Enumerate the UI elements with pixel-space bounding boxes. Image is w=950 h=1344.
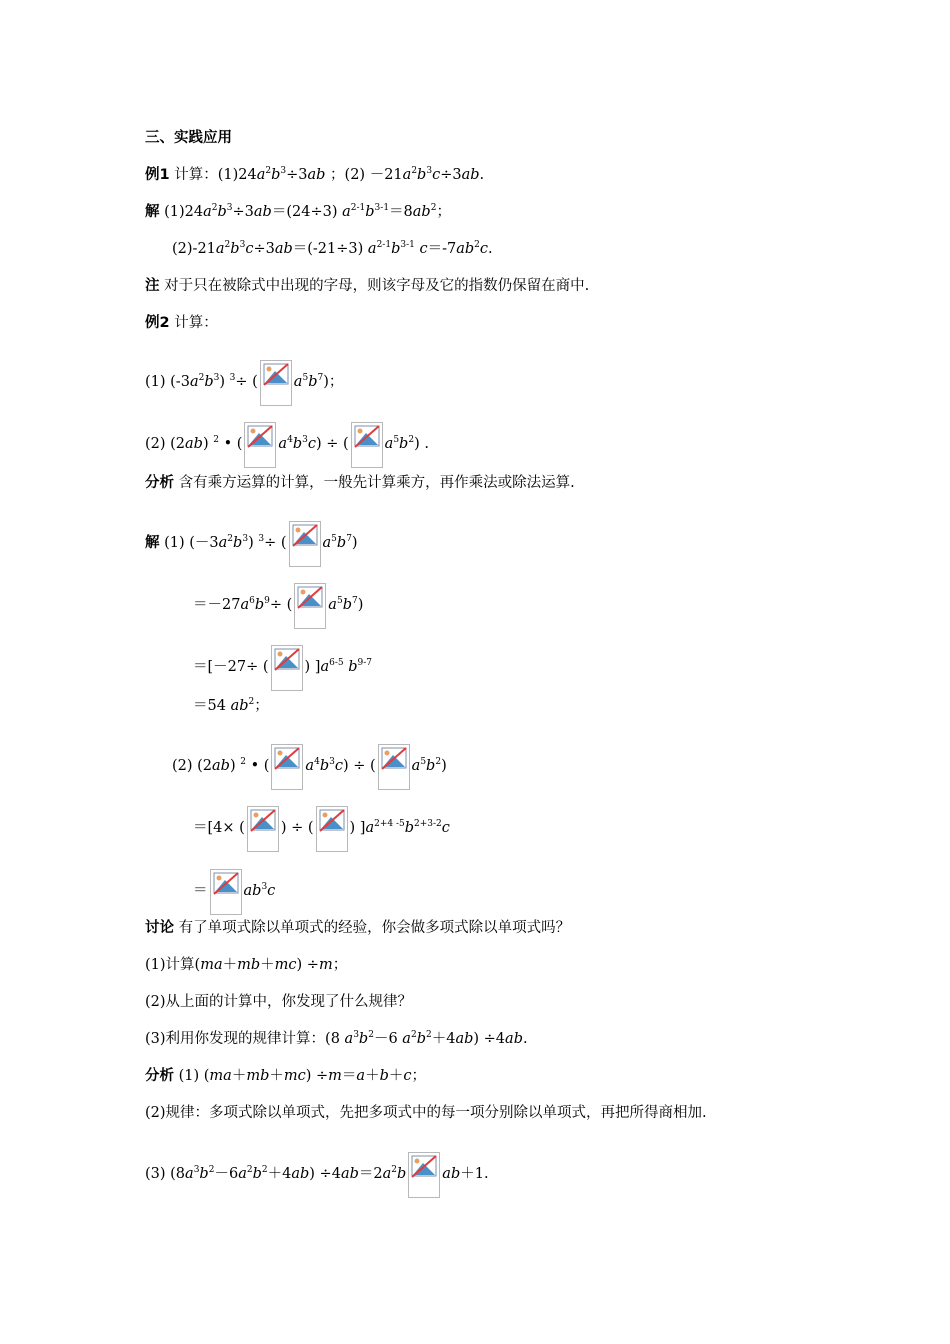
section-title: 三、实践应用	[145, 130, 232, 146]
text: ；	[436, 204, 451, 220]
text: ) ÷ (	[342, 758, 376, 774]
solution-2-line-7	[193, 869, 275, 915]
var: ab	[274, 241, 293, 257]
note	[145, 276, 589, 296]
text: ＋	[231, 1068, 247, 1084]
var: ab	[442, 1166, 461, 1182]
example-2	[145, 313, 218, 333]
exp: 3	[258, 534, 265, 544]
text: ＝-7	[427, 241, 457, 257]
var: mc	[283, 1068, 306, 1084]
var: c	[441, 820, 450, 836]
text: ＝54	[193, 698, 231, 714]
var: ab	[291, 1166, 310, 1182]
var: a	[189, 374, 199, 390]
exp: 7	[351, 596, 358, 606]
var: ab	[185, 436, 203, 452]
var: b	[271, 167, 281, 183]
var: mc	[274, 957, 297, 973]
exp: 2	[410, 1030, 417, 1040]
text: ＝(24÷3)	[271, 204, 343, 220]
var: b	[230, 241, 240, 257]
text: )	[229, 758, 241, 774]
text: ＝[4× (	[193, 820, 245, 836]
discussion-q1	[145, 955, 347, 975]
var: a	[278, 436, 288, 452]
exp: 7	[317, 373, 324, 383]
exp: 5	[420, 757, 427, 767]
exp: 2-1	[376, 240, 392, 250]
solution-1-line-1	[145, 202, 451, 222]
text: )	[357, 597, 364, 613]
text: ＝8	[389, 204, 413, 220]
var: ab	[412, 204, 431, 220]
broken-image-icon	[260, 360, 292, 406]
text: ) ]	[304, 659, 321, 675]
exp: 3	[329, 757, 335, 767]
text: (1) (-3	[145, 374, 190, 390]
exp: 2	[248, 697, 255, 707]
analysis-2-line-2: (2)规律：多项式除以单项式，先把多项式中的每一项分别除以单项式，再把所得商相加.	[145, 1105, 707, 1121]
text: ÷3	[253, 241, 275, 257]
example-1-label: 例1	[145, 167, 170, 183]
broken-image-icon	[351, 422, 383, 468]
exp: 2	[227, 534, 234, 544]
var: b	[252, 1166, 262, 1182]
text: ＝(-21÷3)	[292, 241, 368, 257]
broken-image-icon	[210, 869, 242, 915]
text: ) ÷	[296, 957, 319, 973]
exp: 2	[430, 203, 437, 213]
var: b	[199, 1166, 209, 1182]
text: (1) (－3	[159, 535, 219, 551]
exp: 2	[435, 757, 442, 767]
var: ab	[505, 1031, 523, 1047]
example-2-q1	[145, 360, 343, 406]
var: a	[256, 167, 266, 183]
broken-image-icon	[289, 521, 321, 567]
var: a	[305, 758, 315, 774]
text: .	[488, 241, 493, 257]
solution-2-line-3	[193, 645, 372, 691]
var: c	[267, 883, 276, 899]
solution-label: 解	[145, 535, 160, 551]
var: b	[416, 1031, 426, 1047]
exp: 2+4 -5	[374, 819, 405, 829]
exp: 5	[331, 534, 337, 544]
text: ＝	[341, 1068, 357, 1084]
var: mb	[246, 1068, 270, 1084]
var: b	[397, 1166, 407, 1182]
text: ＋4	[267, 1166, 292, 1182]
exp: 2-1	[350, 203, 366, 213]
var: b	[319, 758, 330, 774]
var: m	[328, 1068, 342, 1084]
var: a	[238, 1166, 247, 1182]
broken-image-icon	[378, 744, 410, 790]
var: a	[240, 597, 250, 613]
var: mb	[237, 957, 261, 973]
var: b	[404, 820, 415, 836]
var: b	[254, 597, 265, 613]
var: ab	[230, 698, 249, 714]
text: (1) (	[174, 1068, 210, 1084]
exp: 3	[353, 1030, 359, 1040]
text: ) .	[414, 436, 429, 452]
exp: 2	[261, 1165, 268, 1175]
var: ab	[253, 204, 272, 220]
var: b	[233, 535, 243, 551]
analysis-label: 分析	[145, 1068, 174, 1084]
text: (2) (2	[145, 436, 186, 452]
exp: 2	[208, 1165, 215, 1175]
exp: 6	[249, 596, 255, 606]
text: )	[441, 758, 447, 774]
exp: 2	[425, 1030, 432, 1040]
text: )	[202, 436, 214, 452]
var: a	[356, 1068, 366, 1084]
text: －6	[214, 1166, 239, 1182]
var: ab	[307, 167, 326, 183]
broken-image-icon	[271, 744, 303, 790]
exp: 2	[368, 1030, 374, 1040]
text: ＋	[269, 1068, 284, 1084]
exp: 3	[261, 882, 268, 892]
var: a	[402, 167, 412, 183]
broken-image-icon	[408, 1152, 440, 1198]
exp: 3	[426, 166, 433, 176]
analysis-label: 分析	[145, 475, 174, 491]
exp: 6-5	[329, 658, 344, 668]
text: ÷3	[232, 204, 254, 220]
text: ＋	[388, 1068, 404, 1084]
text: )	[248, 535, 259, 551]
var: b	[358, 1031, 369, 1047]
analysis-text: 含有乘方运算的计算，一般先计算乘方，再作乘法或除法运算.	[174, 475, 575, 491]
text: ÷ (	[264, 535, 287, 551]
exp: 5	[302, 373, 309, 383]
discussion-label: 讨论	[145, 920, 174, 936]
text: • (	[218, 436, 243, 452]
exp: 9-7	[357, 658, 373, 668]
var: ab	[212, 758, 230, 774]
exp: 2	[408, 435, 415, 445]
var: b	[426, 758, 436, 774]
exp: 2	[474, 240, 480, 250]
exp: 5	[393, 435, 400, 445]
text: )	[219, 374, 230, 390]
var: ab	[340, 1166, 359, 1182]
var: c	[414, 241, 428, 257]
solution-2-line-1	[145, 521, 358, 567]
var: a	[293, 374, 303, 390]
var: a	[203, 204, 212, 220]
var: c	[432, 167, 441, 183]
var: a	[344, 1031, 354, 1047]
var: a	[382, 1166, 392, 1182]
text: ；(2) －21	[325, 167, 403, 183]
exp: 2	[411, 166, 418, 176]
text: .	[479, 167, 485, 183]
exp: 3-1	[374, 203, 390, 213]
text: (1)计算(	[145, 957, 201, 973]
exp: 3	[213, 373, 220, 383]
text: ÷ (	[269, 597, 293, 613]
text: (3)利用你发现的规律计算：(8	[145, 1031, 345, 1047]
text: ) ÷	[305, 1068, 329, 1084]
exp: 3	[193, 1165, 200, 1175]
exp: 3	[239, 240, 246, 250]
text: ＋4	[431, 1031, 456, 1047]
note-text: 对于只在被除式中出现的字母，则该字母及它的指数仍保留在商中.	[159, 278, 590, 294]
analysis-1	[145, 473, 575, 493]
var: c	[307, 436, 316, 452]
text: ；	[254, 698, 269, 714]
text: • (	[245, 758, 270, 774]
var: a	[320, 659, 330, 675]
text: ÷3	[440, 167, 462, 183]
exp: 3	[242, 534, 249, 544]
text: )；	[323, 374, 344, 390]
var: b	[204, 374, 214, 390]
text: ＝－27	[193, 597, 241, 613]
exp: 2+3-2	[414, 819, 442, 829]
var: b	[417, 167, 427, 183]
text: ) ÷ (	[280, 820, 314, 836]
text: (2)-21	[172, 241, 216, 257]
analysis-2-line-1	[145, 1066, 426, 1086]
exp: 2	[224, 240, 231, 250]
var: c	[403, 1068, 412, 1084]
var: b	[342, 597, 352, 613]
var: ab	[456, 241, 475, 257]
discussion-q2: (2)从上面的计算中，你发现了什么规律？	[145, 994, 413, 1010]
exp: 5	[336, 596, 343, 606]
text: ) ÷ (	[315, 436, 349, 452]
text: ；	[411, 1068, 426, 1084]
var: a	[328, 597, 337, 613]
solution-2-line-4	[193, 696, 269, 716]
discussion-text: 有了单项式除以单项式的经验，你会做多项式除以单项式吗？	[174, 920, 571, 936]
var: b	[399, 436, 409, 452]
var: a	[402, 1031, 411, 1047]
solution-label: 解	[145, 204, 160, 220]
solution-1-line-2	[172, 239, 493, 259]
exp: 3	[280, 166, 287, 176]
text: ＋	[260, 957, 275, 973]
var: b	[217, 204, 227, 220]
var: b	[391, 241, 401, 257]
exp: 3	[226, 203, 233, 213]
var: a	[365, 820, 375, 836]
text: 计算：(1)24	[169, 167, 257, 183]
broken-image-icon	[244, 422, 276, 468]
var: a	[322, 535, 332, 551]
text: ＋1.	[460, 1166, 489, 1182]
example-2-label: 例2	[145, 315, 170, 331]
text: )	[351, 535, 358, 551]
var: ab	[243, 883, 262, 899]
exp: 4	[287, 435, 293, 445]
var: a	[218, 535, 228, 551]
broken-image-icon	[247, 806, 279, 852]
text: ；	[332, 957, 348, 973]
exp: 3	[229, 373, 236, 383]
solution-2-line-2	[193, 583, 363, 629]
discussion-q3	[145, 1029, 528, 1049]
text: ＝	[193, 883, 208, 899]
solution-2-line-6	[193, 806, 450, 852]
text: (2) (2	[172, 758, 213, 774]
broken-image-icon	[271, 645, 303, 691]
text: ＝2	[358, 1166, 383, 1182]
var: c	[479, 241, 489, 257]
exp: 2	[391, 1165, 397, 1175]
exp: 3	[302, 435, 308, 445]
text: ÷3	[286, 167, 308, 183]
text: ) ÷4	[473, 1031, 506, 1047]
text: ＋	[365, 1068, 380, 1084]
var: ma	[200, 957, 223, 973]
exp: 7	[346, 534, 352, 544]
var: b	[343, 659, 358, 675]
var: a	[384, 436, 394, 452]
text: ) ]	[349, 820, 366, 836]
var: a	[367, 241, 377, 257]
var: a	[185, 1166, 194, 1182]
note-label: 注	[145, 278, 160, 294]
example-2-q2	[145, 422, 429, 468]
text: (1)24	[159, 204, 204, 220]
text: ＋	[222, 957, 238, 973]
var: b	[292, 436, 303, 452]
exp: 3-1	[400, 240, 415, 250]
broken-image-icon	[294, 583, 326, 629]
example-1	[145, 165, 484, 185]
var: c	[334, 758, 343, 774]
text: (3) (8	[145, 1166, 186, 1182]
text: .	[522, 1031, 528, 1047]
text: －6	[373, 1031, 403, 1047]
broken-image-icon	[316, 806, 348, 852]
var: b	[379, 1068, 389, 1084]
var: m	[318, 957, 333, 973]
exp: 2	[265, 166, 272, 176]
text: ) ÷4	[309, 1166, 341, 1182]
exp: 2	[198, 373, 205, 383]
var: ab	[461, 167, 480, 183]
var: b	[308, 374, 318, 390]
exp: 9	[264, 596, 270, 606]
exp: 4	[314, 757, 320, 767]
exp: 2	[213, 435, 219, 445]
var: b	[365, 204, 375, 220]
var: ab	[455, 1031, 474, 1047]
text: 计算：	[169, 315, 218, 331]
var: a	[411, 758, 421, 774]
var: a	[342, 204, 351, 220]
discussion	[145, 918, 570, 938]
var: b	[336, 535, 347, 551]
solution-2-line-5	[172, 744, 447, 790]
text: ÷ (	[235, 374, 258, 390]
analysis-2-line-3	[145, 1152, 489, 1198]
var: c	[245, 241, 254, 257]
var: a	[215, 241, 225, 257]
exp: 2	[240, 757, 246, 767]
var: ma	[209, 1068, 232, 1084]
exp: 2	[211, 203, 218, 213]
text: ＝[－27÷ (	[193, 659, 269, 675]
exp: 2	[246, 1165, 253, 1175]
